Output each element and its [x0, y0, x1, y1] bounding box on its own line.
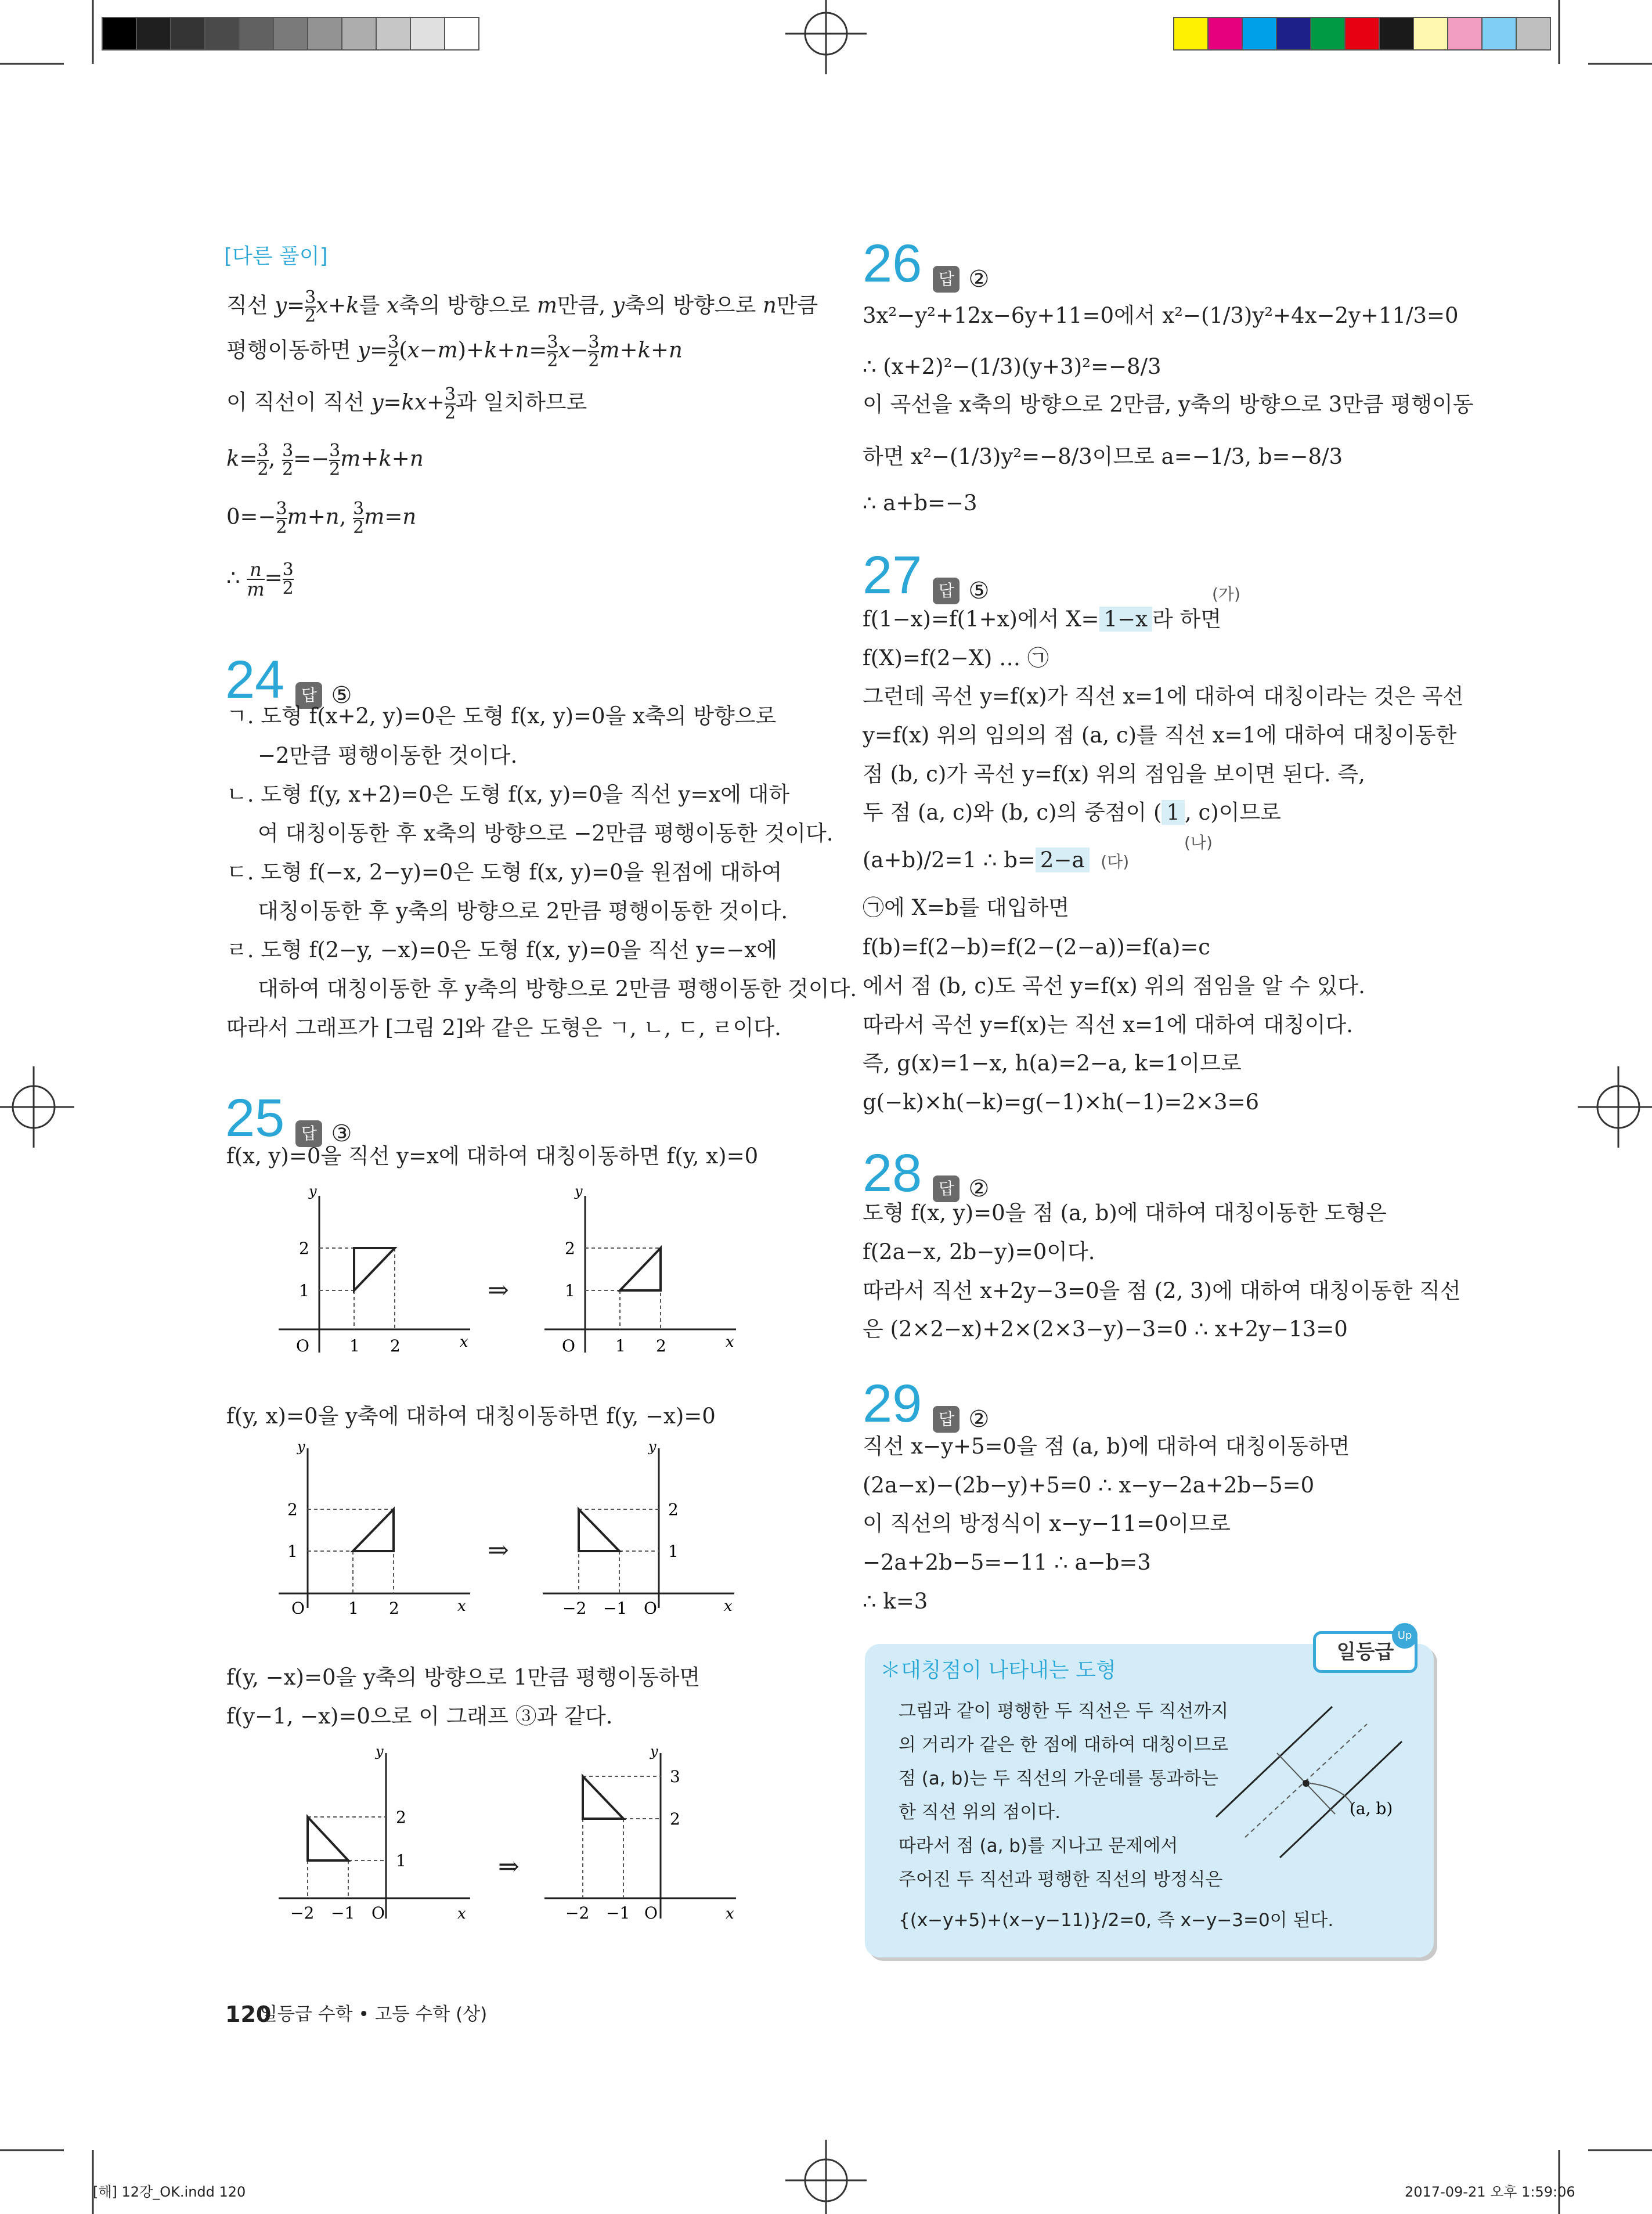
problem-number: 29: [863, 1374, 922, 1433]
graph-4: [537, 1440, 746, 1614]
p24-line-5: ㄷ. 도형 f(−x, 2−y)=0은 도형 f(x, y)=0을 원점에 대하여: [226, 860, 782, 885]
graph-6: [539, 1744, 748, 1924]
swatch: [1448, 17, 1482, 50]
axis-x-label: x: [460, 1333, 468, 1351]
p26-line-5: ∴ a+b=−3: [863, 491, 978, 515]
blank-da: 2−a: [1036, 848, 1090, 872]
p27-line-1-post: 라 하면: [1152, 607, 1221, 632]
answer-badge: 답: [933, 266, 960, 293]
transform-arrow: ⇒: [488, 1275, 509, 1305]
swatch: [1516, 17, 1550, 50]
problem-number: 26: [863, 234, 922, 293]
p28-line-1: 도형 f(x, y)=0을 점 (a, b)에 대하여 대칭이동한 도형은: [863, 1200, 1387, 1225]
axis-y-label: y: [575, 1184, 583, 1199]
p29-line-3: 이 직선의 방정식이 x−y−11=0이므로: [863, 1511, 1231, 1536]
problem-number: 24: [225, 650, 285, 709]
origin-label: O: [644, 1903, 658, 1923]
p26-line-3: 이 곡선을 x축의 방향으로 2만큼, y축의 방향으로 3만큼 평행이동: [863, 392, 1474, 417]
problem-26-header: [863, 234, 990, 293]
swatch: [1208, 17, 1242, 50]
y-tick-label: 2: [668, 1500, 679, 1519]
x-tick-label: 2: [390, 1336, 401, 1355]
swatch: [308, 17, 342, 50]
origin-label: O: [644, 1599, 657, 1614]
tip-line-2: 의 거리가 같은 한 점에 대하여 대칭이므로: [899, 1735, 1229, 1755]
axis-y-label: y: [297, 1440, 305, 1455]
transform-arrow: ⇒: [488, 1535, 509, 1565]
swatch: [239, 17, 273, 50]
x-tick-label: −1: [331, 1903, 355, 1923]
answer-badge: 답: [933, 1175, 960, 1202]
x-tick-label: 1: [349, 1336, 360, 1355]
y-tick-label: 3: [670, 1767, 680, 1786]
swatch: [1482, 17, 1516, 50]
p29-line-5: ∴ k=3: [863, 1589, 928, 1614]
x-tick-label: −2: [290, 1903, 315, 1923]
answer-value: ②: [968, 1175, 990, 1202]
p27-line-11: 따라서 곡선 y=f(x)는 직선 x=1에 대하여 대칭이다.: [863, 1012, 1353, 1037]
axis-y-label: y: [309, 1184, 317, 1199]
y-tick-label: 2: [565, 1239, 575, 1258]
p29-line-4: −2a+2b−5=−11 ∴ a−b=3: [863, 1550, 1151, 1575]
p24-line-3: ㄴ. 도형 f(y, x+2)=0은 도형 f(x, y)=0을 직선 y=x에 대하: [226, 782, 790, 807]
swatch: [445, 17, 479, 50]
alt-solution-title: [다른 풀이]: [224, 244, 328, 268]
p27-line-3: 그런데 곡선 y=f(x)가 직선 x=1에 대하여 대칭이라는 것은 곡선: [863, 684, 1464, 709]
x-tick-label: −2: [562, 1599, 587, 1614]
problem-28-header: [863, 1146, 989, 1202]
swatch: [376, 17, 410, 50]
blank-ga: 1−x: [1099, 607, 1152, 632]
problem-25-header: [225, 1088, 352, 1148]
swatch: [1276, 17, 1311, 50]
tip-brand-text: 일등급: [1336, 1640, 1394, 1664]
y-tick-label: 2: [670, 1809, 680, 1829]
p24-line-1: ㄱ. 도형 f(x+2, y)=0은 도형 f(x, y)=0을 x축의 방향으로: [226, 704, 777, 729]
answer-badge: 답: [933, 578, 960, 604]
tip-line-3: 점 (a, b)는 두 직선의 가운데를 통과하는: [899, 1768, 1219, 1789]
tip-line-1: 그림과 같이 평행한 두 직선은 두 직선까지: [899, 1701, 1229, 1722]
tag-na: (나): [1184, 833, 1213, 852]
tip-line-5: 따라서 점 (a, b)를 지나고 문제에서: [899, 1836, 1178, 1856]
point-label: (a, b): [1350, 1799, 1393, 1818]
book-title: 일등급 수학 • 고등 수학 (상): [260, 2004, 488, 2025]
graph-1: [273, 1184, 482, 1358]
y-tick-label: 1: [287, 1542, 298, 1561]
swatch: [171, 17, 205, 50]
swatch: [342, 17, 376, 50]
blank-na: 1: [1162, 800, 1185, 825]
p25-line-1: f(x, y)=0을 직선 y=x에 대하여 대칭이동하면 f(y, x)=0: [226, 1144, 759, 1169]
answer-badge: 답: [933, 1406, 960, 1433]
timestamp: 2017-09-21 오후 1:59:06: [1405, 2184, 1575, 2200]
axis-x-label: x: [726, 1905, 734, 1923]
p25-line-2: f(y, x)=0을 y축에 대하여 대칭이동하면 f(y, −x)=0: [226, 1404, 716, 1429]
swatch: [1345, 17, 1379, 50]
axis-x-label: x: [457, 1598, 466, 1614]
problem-29-header: [863, 1374, 990, 1433]
page-number: 120: [225, 2002, 272, 2027]
answer-value: ②: [968, 1405, 990, 1433]
x-tick-label: 1: [615, 1336, 626, 1355]
tip-line-4: 한 직선 위의 점이다.: [899, 1802, 1061, 1823]
p27-line-1: [863, 607, 1221, 632]
swatch: [1413, 17, 1448, 50]
swatch: [136, 17, 171, 50]
axis-x-label: x: [724, 1598, 733, 1614]
alt-solution-line-2: 평행이동하면 y= $\frac{3}{2}$ (x−m)+k+n= $\frac{3}{2}$ x− $\frac{3}{2}$ m+k+n: [226, 332, 683, 371]
alt-solution-line-6: ∴ $\frac{n}{m}$ = $\frac{3}{2}$: [226, 558, 294, 600]
p24-line-2: −2만큼 평행이동한 것이다.: [258, 743, 518, 768]
swatch: [1379, 17, 1413, 50]
axis-y-label: y: [648, 1440, 657, 1455]
swatch: [102, 17, 136, 50]
y-tick-label: 1: [396, 1851, 406, 1870]
alt-solution-line-1: 직선 y= $\frac{3}{2}$ x+k를 x축의 방향으로 m만큼, y축의 방향으로 n만큼: [226, 287, 818, 326]
tag-ga: (가): [1212, 585, 1240, 604]
x-tick-label: −1: [603, 1599, 627, 1614]
y-tick-label: 2: [287, 1500, 298, 1519]
file-info: [해] 12강_OK.indd 120: [93, 2184, 246, 2200]
origin-label: O: [562, 1336, 575, 1355]
x-tick-label: −2: [565, 1903, 590, 1923]
x-tick-label: −1: [606, 1903, 630, 1923]
p27-line-7: [863, 848, 1129, 873]
axis-y-label: y: [650, 1744, 658, 1759]
p28-line-3: 따라서 직선 x+2y−3=0을 점 (2, 3)에 대하여 대칭이동한 직선: [863, 1278, 1461, 1303]
p24-line-6: 대칭이동한 후 y축의 방향으로 2만큼 평행이동한 것이다.: [258, 899, 788, 924]
y-tick-label: 1: [668, 1542, 679, 1561]
x-tick-label: 1: [348, 1599, 359, 1614]
p27-line-4: y=f(x) 위의 임의의 점 (a, c)를 직선 x=1에 대하여 대칭이동한: [863, 723, 1457, 748]
p26-line-2: ∴ (x+2)²−(1/3)(y+3)²=−8/3: [863, 354, 1162, 379]
answer-value: ②: [968, 265, 990, 293]
p29-line-1: 직선 x−y+5=0을 점 (a, b)에 대하여 대칭이동하면: [863, 1434, 1350, 1459]
y-tick-label: 2: [396, 1808, 406, 1827]
p27-line-2: f(X)=f(2−X) … ㉠: [863, 646, 1049, 670]
tip-brand-up: Up: [1392, 1623, 1417, 1649]
transform-arrow: ⇒: [498, 1852, 520, 1881]
problem-27-header: [863, 546, 990, 605]
graph-2: [539, 1184, 748, 1358]
p25-line-3: f(y, −x)=0을 y축의 방향으로 1만큼 평행이동하면: [226, 1665, 701, 1690]
p27-line-8: ㉠에 X=b를 대입하면: [863, 895, 1070, 920]
answer-badge: 답: [295, 1120, 322, 1147]
axis-x-label: x: [726, 1333, 734, 1351]
x-tick-label: 2: [656, 1336, 666, 1355]
p27-line-5: 점 (b, c)가 곡선 y=f(x) 위의 점임을 보이면 된다. 즉,: [863, 762, 1365, 787]
swatch: [1174, 17, 1208, 50]
p27-line-6-pre: 두 점 (a, c)와 (b, c)의 중점이 (: [863, 800, 1162, 825]
answer-value: ⑤: [968, 577, 990, 604]
p27-line-1-pre: f(1−x)=f(1+x)에서 X=: [863, 607, 1099, 632]
tag-da: (다): [1101, 852, 1130, 871]
swatch: [205, 17, 239, 50]
p27-line-12: 즉, g(x)=1−x, h(a)=2−a, k=1이므로: [863, 1051, 1242, 1076]
p28-line-2: f(2a−x, 2b−y)=0이다.: [863, 1239, 1095, 1264]
axis-y-label: y: [376, 1744, 384, 1759]
p26-line-1: 3x²−y²+12x−6y+11=0에서 x²−(1/3)y²+4x−2y+11/3=0: [863, 303, 1459, 328]
alt-solution-line-5: 0=− $\frac{3}{2}$ m+n, $\frac{3}{2}$ m=n: [226, 499, 417, 538]
p24-line-4: 여 대칭이동한 후 x축의 방향으로 −2만큼 평행이동한 것이다.: [258, 821, 834, 846]
p27-line-7-pre: (a+b)/2=1 ∴ b=: [863, 848, 1036, 872]
answer-value: ⑤: [331, 681, 352, 709]
alt-solution-line-3: 이 직선이 직선 y=kx+ $\frac{3}{2}$ 과 일치하므로: [226, 384, 587, 423]
tip-line-6: 주어진 두 직선과 평행한 직선의 방정식은: [899, 1869, 1223, 1890]
p24-line-8: 대하여 대칭이동한 후 y축의 방향으로 2만큼 평행이동한 것이다.: [258, 976, 857, 1001]
p26-line-4: 하면 x²−(1/3)y²=−8/3이므로 a=−1/3, b=−8/3: [863, 444, 1343, 469]
p24-line-7: ㄹ. 도형 f(2−y, −x)=0은 도형 f(x, y)=0을 직선 y=−x에: [226, 937, 777, 962]
p29-line-2: (2a−x)−(2b−y)+5=0 ∴ x−y−2a+2b−5=0: [863, 1473, 1315, 1498]
p28-line-4: 은 (2×2−x)+2×(2×3−y)−3=0 ∴ x+2y−13=0: [863, 1317, 1348, 1342]
graph-5: [273, 1744, 482, 1924]
p27-line-13: g(−k)×h(−k)=g(−1)×h(−1)=2×3=6: [863, 1090, 1260, 1115]
problem-number: 27: [863, 546, 922, 605]
answer-value: ③: [331, 1120, 352, 1147]
answer-badge: 답: [295, 682, 322, 709]
y-tick-label: 1: [299, 1281, 309, 1300]
y-tick-label: 2: [299, 1239, 309, 1258]
origin-label: O: [296, 1336, 309, 1355]
problem-number: 28: [863, 1144, 922, 1203]
tip-title: ＊대칭점이 나타내는 도형: [880, 1658, 1116, 1682]
p25-line-4: f(y−1, −x)=0으로 이 그래프 ③과 같다.: [226, 1704, 613, 1729]
p27-line-10: 에서 점 (b, c)도 곡선 y=f(x) 위의 점임을 알 수 있다.: [863, 973, 1365, 998]
p24-line-9: 따라서 그래프가 [그림 2]와 같은 도형은 ㄱ, ㄴ, ㄷ, ㄹ이다.: [226, 1015, 781, 1040]
origin-label: O: [291, 1599, 305, 1614]
x-tick-label: 2: [389, 1599, 399, 1614]
p27-line-9: f(b)=f(2−b)=f(2−(2−a))=f(a)=c: [863, 935, 1210, 960]
p27-line-6-post: , c)이므로: [1184, 800, 1281, 825]
alt-solution-line-4: k= $\frac{3}{2}$ , $\frac{3}{2}$ =− $\frac{3}{2}$ m+k+n: [226, 441, 424, 479]
problem-24-header: [225, 650, 352, 709]
p27-line-6: [863, 800, 1281, 825]
swatch: [273, 17, 308, 50]
axis-x-label: x: [457, 1905, 466, 1923]
y-tick-label: 1: [565, 1281, 575, 1300]
graph-3: [273, 1440, 482, 1614]
problem-number: 25: [225, 1088, 285, 1148]
swatch: [1311, 17, 1345, 50]
swatch: [410, 17, 445, 50]
symmetry-diagram: [1210, 1689, 1425, 1863]
origin-label: O: [371, 1903, 385, 1923]
swatch: [1242, 17, 1276, 50]
tip-formula: {(x−y+5)+(x−y−11)}/2=0, 즉 x−y−3=0이 된다.: [899, 1910, 1334, 1931]
